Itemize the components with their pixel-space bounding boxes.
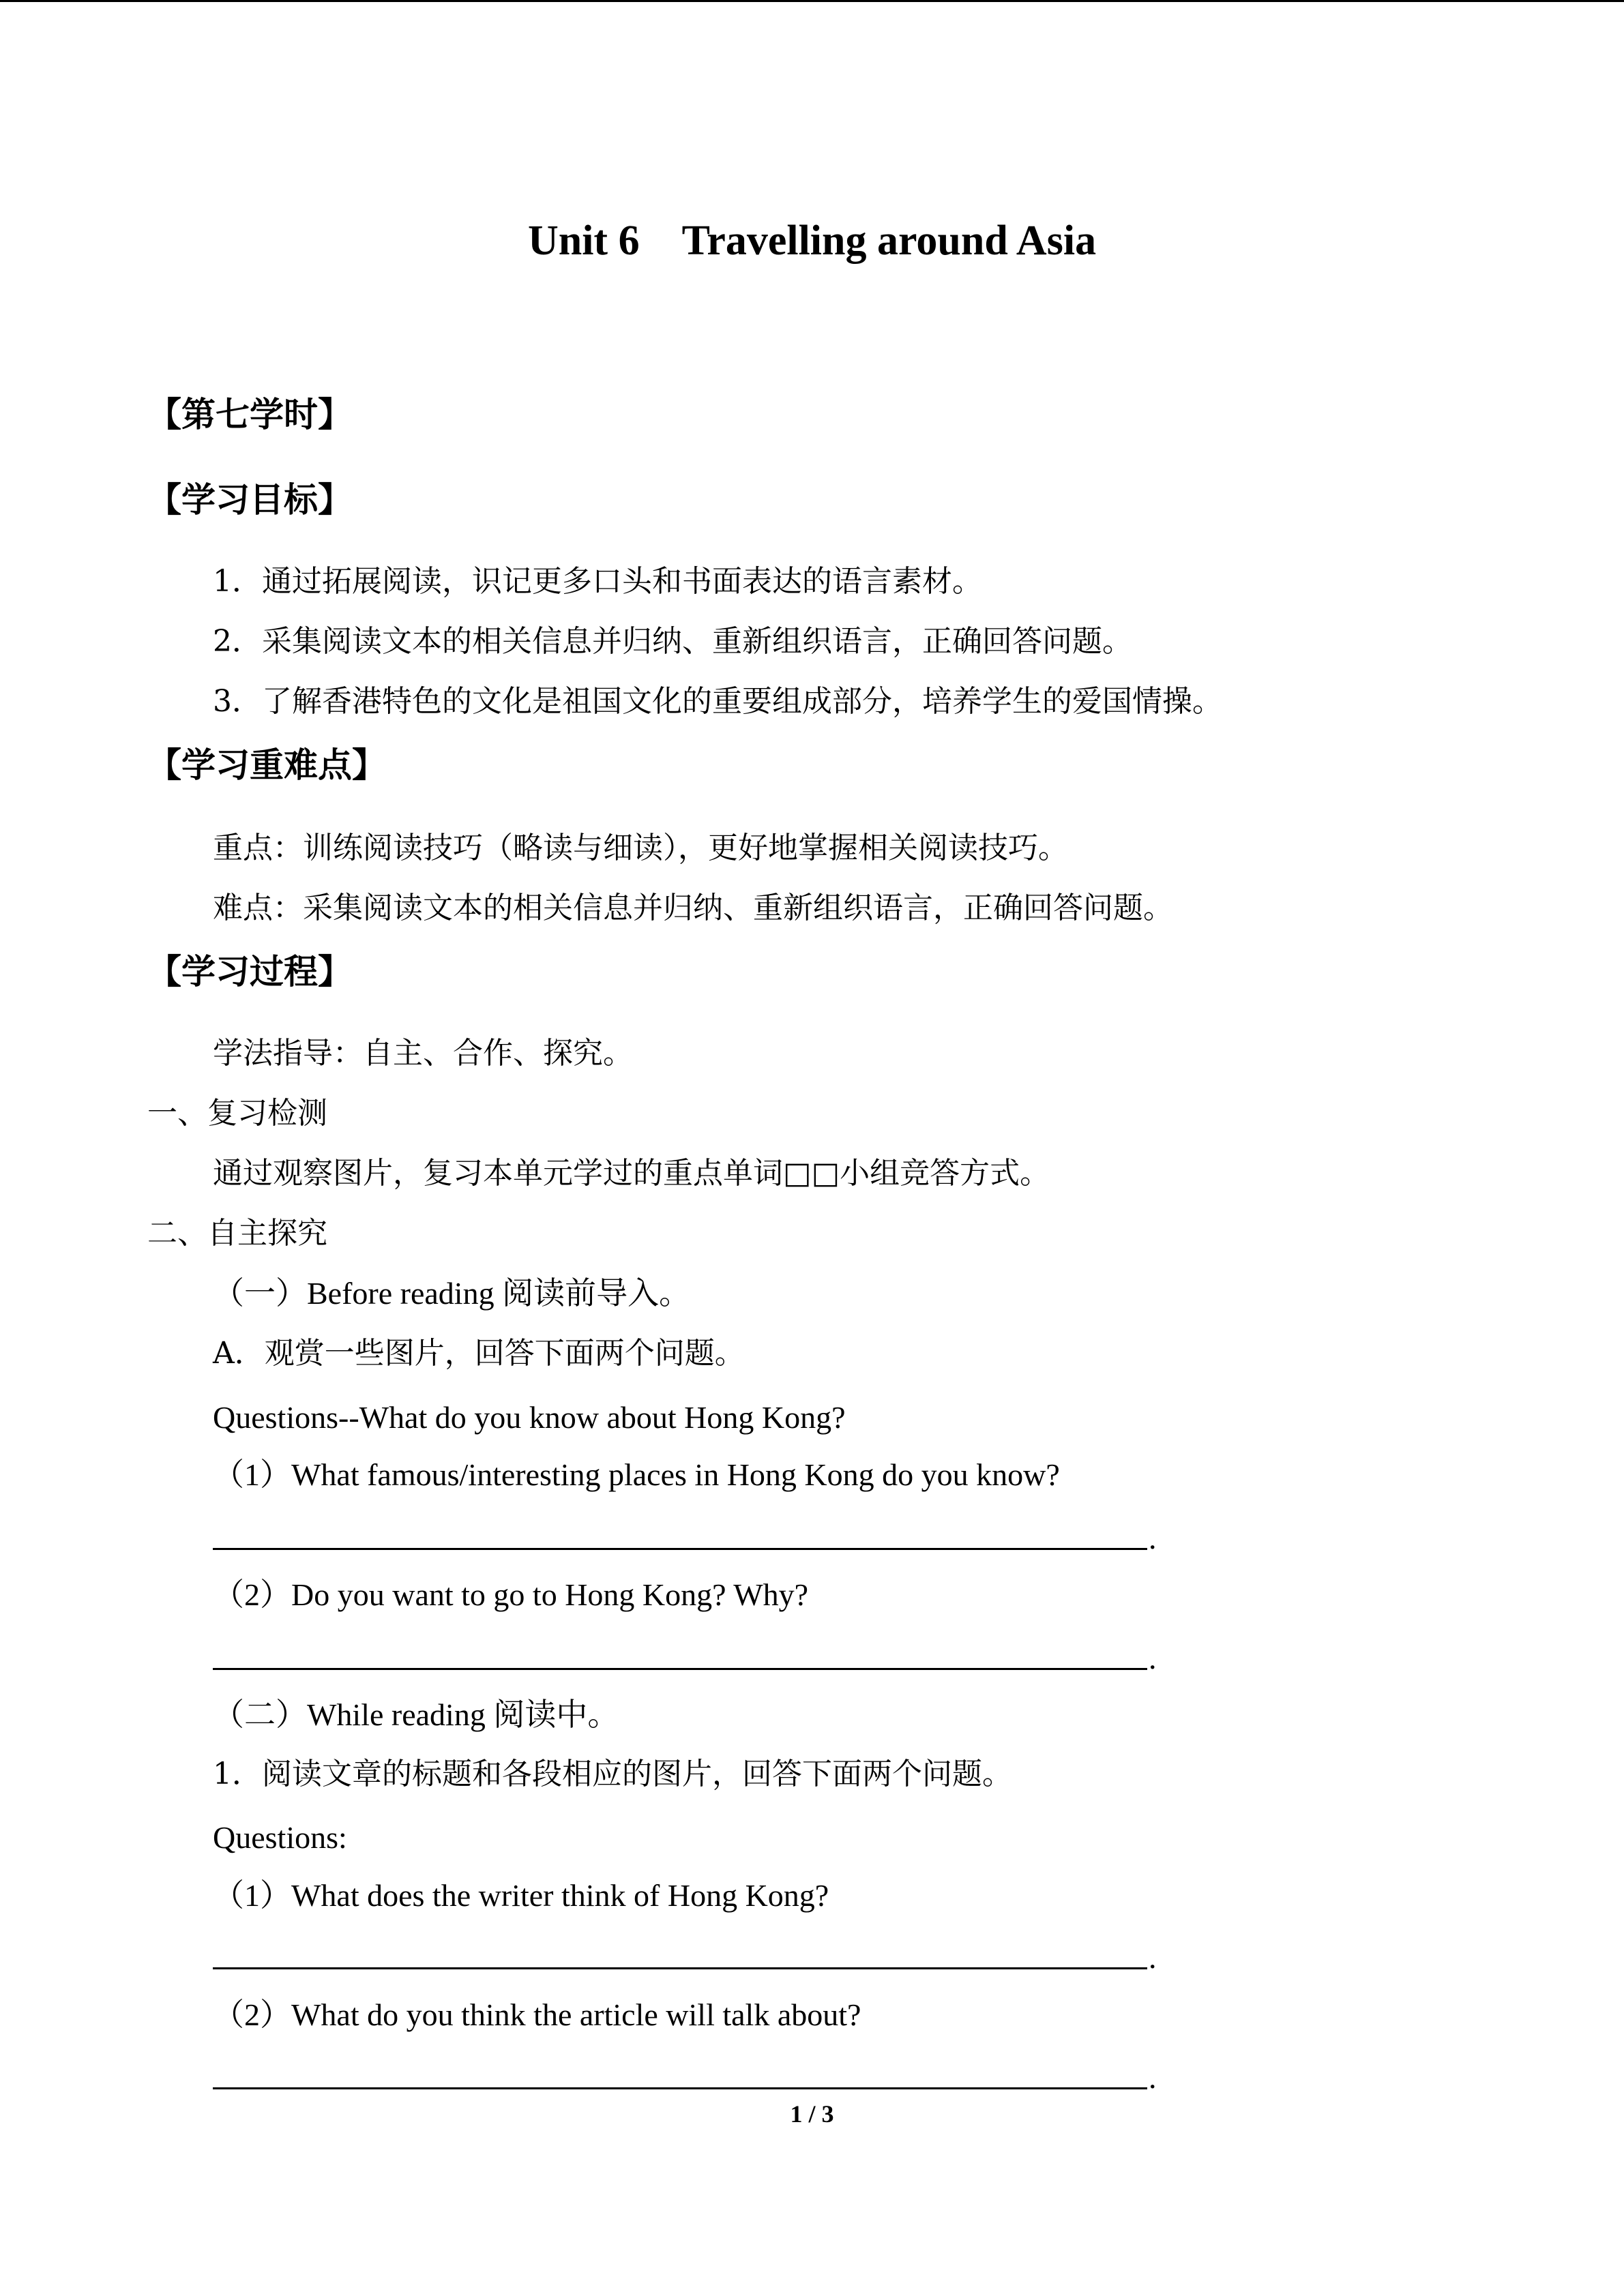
answer-blank-1[interactable]	[213, 1516, 1157, 1557]
answer-underline	[213, 1548, 1147, 1550]
answer-period: .	[1149, 1521, 1157, 1555]
answer-period: .	[1149, 2060, 1157, 2095]
answer-blank-4[interactable]	[213, 2055, 1157, 2096]
while-reading-heading: （二）While reading 阅读中。	[213, 1697, 619, 1732]
process-heading: 【学习过程】	[147, 952, 352, 992]
part1-heading: 一、复习检测	[147, 1096, 327, 1131]
answer-period: .	[1149, 1940, 1157, 1975]
questions-label: Questions:	[213, 1820, 347, 1855]
objective-item-2: 2．采集阅读文本的相关信息并归纳、重新组织语言，正确回答问题。	[213, 624, 1132, 659]
difficult-point-text: 难点：采集阅读文本的相关信息并归纳、重新组织语言，正确回答问题。	[213, 891, 1173, 925]
answer-underline	[213, 2087, 1147, 2089]
document-title: Unit 6 Travelling around Asia	[527, 218, 1097, 264]
part1-text: 通过观察图片，复习本单元学过的重点单词□□小组竞答方式。	[213, 1156, 1050, 1191]
task-a-text: A．观赏一些图片，回答下面两个问题。	[213, 1336, 745, 1371]
answer-underline	[213, 1967, 1147, 1969]
question-writer-thinks: （1）What does the writer think of Hong Kong?	[213, 1878, 829, 1913]
period-heading: 【第七学时】	[147, 395, 352, 434]
questions-hong-kong: Questions--What do you know about Hong Kong?	[213, 1400, 846, 1435]
objective-item-3: 3．了解香港特色的文化是祖国文化的重要组成部分，培养学生的爱国情操。	[213, 684, 1222, 719]
answer-period: .	[1149, 1641, 1157, 1675]
key-point-text: 重点：训练阅读技巧（略读与细读），更好地掌握相关阅读技巧。	[213, 831, 1068, 865]
answer-blank-3[interactable]	[213, 1935, 1157, 1976]
answer-underline	[213, 1668, 1147, 1670]
objective-item-1: 1．通过拓展阅读，识记更多口头和书面表达的语言素材。	[213, 564, 982, 599]
objectives-heading: 【学习目标】	[147, 480, 352, 520]
method-guide-text: 学法指导：自主、合作、探究。	[213, 1036, 633, 1071]
before-reading-heading: （一）Before reading 阅读前导入。	[213, 1276, 691, 1311]
answer-blank-2[interactable]	[213, 1636, 1157, 1677]
question-article-topic: （2）What do you think the article will talk about?	[213, 1997, 861, 2032]
part2-heading: 二、自主探究	[147, 1216, 327, 1251]
key-points-heading: 【学习重难点】	[147, 745, 386, 785]
page-number: 1 / 3	[790, 2100, 834, 2128]
question-go-hong-kong: （2）Do you want to go to Hong Kong? Why?	[213, 1577, 809, 1612]
question-famous-places: （1）What famous/interesting places in Hong Kong do you know?	[213, 1457, 1060, 1492]
task-1-text: 1．阅读文章的标题和各段相应的图片，回答下面两个问题。	[213, 1757, 1012, 1791]
